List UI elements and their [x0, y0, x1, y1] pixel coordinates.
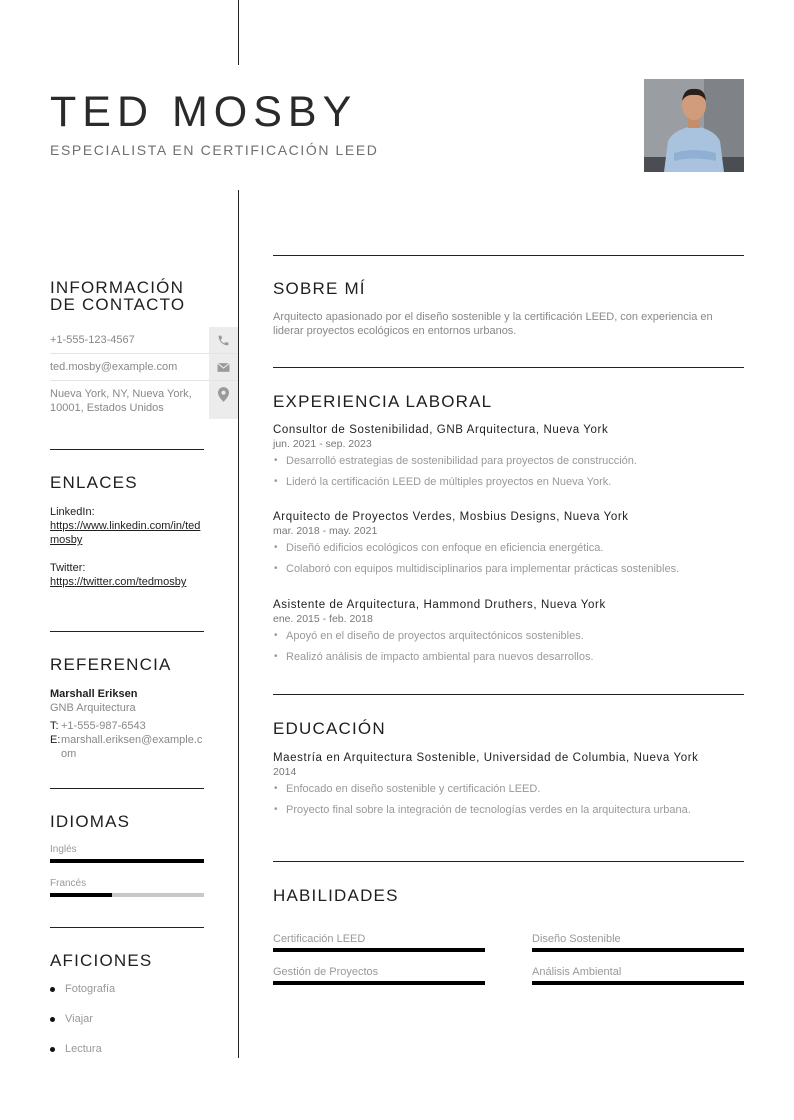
divider-right [273, 367, 744, 368]
language-item [50, 878, 204, 897]
bullet-icon [50, 1047, 55, 1052]
profile-photo [644, 79, 744, 172]
job-dates: mar. 2018 - may. 2021 [273, 525, 378, 537]
job-entry [273, 423, 744, 496]
links-list [50, 505, 204, 589]
candidate-name: TED MOSBY [50, 88, 358, 136]
job-entry [273, 510, 744, 583]
reference-phone-label: T: [50, 720, 59, 732]
envelope-icon [209, 354, 238, 380]
contact-phone[interactable]: +1-555-123-4567 [50, 334, 135, 346]
skill-bar [273, 981, 485, 985]
education-year: 2014 [273, 766, 297, 778]
divider-left [50, 449, 204, 450]
language-bar-fill [50, 893, 112, 897]
education-title: Maestría en Arquitectura Sostenible, Universidad de Columbia, Nueva York [273, 752, 699, 764]
skill-bar [532, 981, 744, 985]
skill-item [532, 932, 744, 952]
job-bullet: • Lideró la certificación LEED de múltiples proyectos en Nueva York. [273, 475, 744, 489]
about-heading: SOBRE MÍ [273, 279, 366, 298]
reference-email-label: E: [50, 734, 61, 746]
job-bullets [273, 629, 744, 664]
bullet-icon [50, 1017, 55, 1022]
languages-heading: IDIOMAS [50, 812, 131, 831]
education-bullet: • Proyecto final sobre la integración de tecnologías verdes en la arquitectura urbana. [273, 803, 744, 817]
bullet-icon [50, 987, 55, 992]
twitter-link[interactable]: https://twitter.com/tedmosby [50, 576, 187, 588]
language-bar [50, 859, 204, 863]
reference-phone[interactable]: +1-555-987-6543 [61, 720, 146, 732]
hobby-label: Fotografía [65, 983, 116, 995]
contact-email[interactable]: ted.mosby@example.com [50, 361, 178, 373]
contact-address: Nueva York, NY, Nueva York, 10001, Estados Unidos [50, 388, 192, 414]
job-bullets [273, 541, 744, 576]
divider-left [50, 788, 204, 789]
divider-vertical-main [238, 190, 239, 1058]
job-bullet: • Desarrolló estrategias de sostenibilidad para proyectos de construcción. [273, 454, 744, 468]
education-entry [273, 751, 744, 824]
skill-label: Gestión de Proyectos [273, 966, 379, 978]
linkedin-link[interactable]: https://www.linkedin.com/in/tedmosby [50, 520, 201, 546]
divider-left [50, 927, 204, 928]
language-bar-fill [50, 859, 204, 863]
candidate-title: ESPECIALISTA EN CERTIFICACIÓN LEED [50, 142, 379, 158]
hobby-label: Lectura [65, 1043, 102, 1055]
skill-bar [273, 948, 485, 952]
education-heading: EDUCACIÓN [273, 719, 386, 738]
phone-icon [209, 327, 238, 353]
about-text: Arquitecto apasionado por el diseño sostenible y la certificación LEED, con experiencia en liderar proyectos ecológicos en entornos urbanos. [273, 311, 713, 337]
job-title: Asistente de Arquitectura, Hammond Druthers, Nueva York [273, 599, 606, 611]
link-label: LinkedIn: [50, 506, 95, 518]
skill-item [532, 965, 744, 985]
skill-item [273, 932, 485, 952]
language-bar [50, 893, 204, 897]
contact-heading: INFORMACIÓN DE CONTACTO [50, 278, 186, 314]
job-bullet: • Realizó análisis de impacto ambiental para nuevos desarrollos. [273, 650, 744, 664]
job-bullet: • Diseñó edificios ecológicos con enfoque en eficiencia energética. [273, 541, 744, 555]
language-item [50, 844, 204, 863]
reference-name: Marshall Eriksen [50, 688, 138, 700]
job-title: Consultor de Sostenibilidad, GNB Arquitectura, Nueva York [273, 424, 609, 436]
divider-right [273, 861, 744, 862]
skill-bar [532, 948, 744, 952]
job-bullet: • Apoyó en el diseño de proyectos arquitectónicos sostenibles. [273, 629, 744, 643]
divider-right [273, 255, 744, 256]
job-entry [273, 598, 744, 671]
language-name: Francés [50, 878, 87, 889]
divider-left [50, 631, 204, 632]
skill-label: Certificación LEED [273, 933, 366, 945]
job-bullets [273, 454, 744, 489]
job-dates: jun. 2021 - sep. 2023 [273, 438, 372, 450]
divider-right [273, 694, 744, 695]
reference-heading: REFERENCIA [50, 655, 172, 674]
job-dates: ene. 2015 - feb. 2018 [273, 613, 373, 625]
links-heading: ENLACES [50, 473, 138, 492]
skills-heading: HABILIDADES [273, 886, 399, 905]
skill-item [273, 965, 485, 985]
reference-phone-row [50, 719, 204, 733]
reference-email[interactable]: marshall.eriksen@example.com [61, 734, 203, 760]
hobbies-heading: AFICIONES [50, 951, 153, 970]
job-bullet: • Colaboró con equipos multidisciplinarios para implementar prácticas sostenibles. [273, 562, 744, 576]
job-title: Arquitecto de Proyectos Verdes, Mosbius Designs, Nueva York [273, 511, 629, 523]
divider-vertical-top [238, 0, 239, 65]
education-bullets [273, 782, 744, 817]
skill-label: Análisis Ambiental [532, 966, 622, 978]
reference-company: GNB Arquitectura [50, 702, 136, 714]
link-label: Twitter: [50, 562, 86, 574]
hobby-label: Viajar [65, 1013, 93, 1025]
skill-label: Diseño Sostenible [532, 933, 621, 945]
experience-heading: EXPERIENCIA LABORAL [273, 392, 493, 411]
education-bullet: • Enfocado en diseño sostenible y certificación LEED. [273, 782, 744, 796]
map-pin-icon [209, 381, 238, 419]
reference-block [50, 687, 204, 761]
reference-email-row [50, 733, 204, 761]
language-name: Inglés [50, 844, 77, 855]
